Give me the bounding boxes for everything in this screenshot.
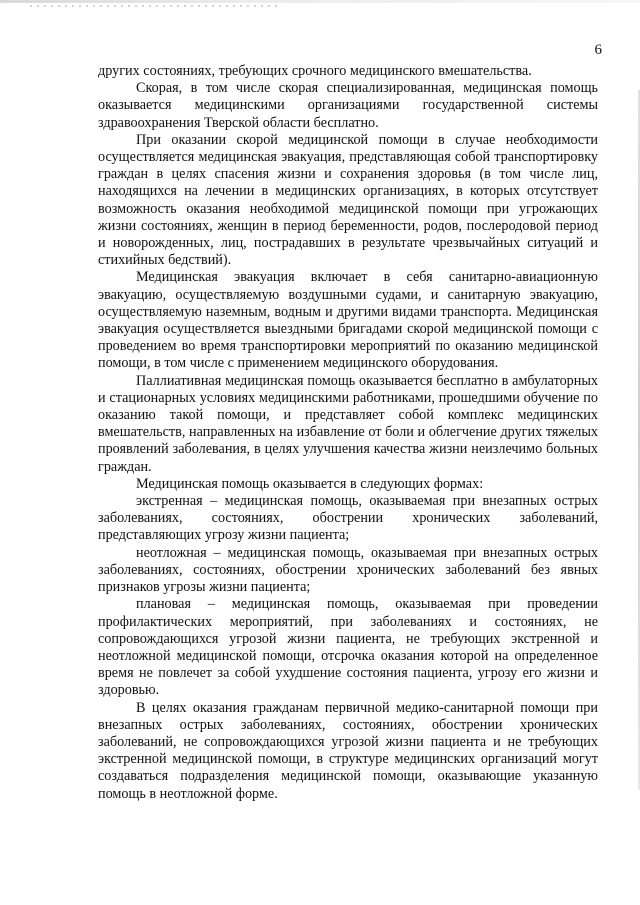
paragraph-medical-evacuation: При оказании скорой медицинской помощи в случае необходимости осуществляется медицинская эвакуация, представляющая собой транспортировку граждан в целях спасения жизни и сохранения здоровья (в том числе лиц, находящихся на лечении в медицинских организациях, в которых отсутствует возможность оказания необходимой медицинской помощи при угрожающих жизни состояниях, женщин в период беременности, родов, послеродовой период и новорожденных, лиц, пострадавших в результате чрезвычайных ситуаций и стихийных бедствий). [98,131,598,269]
paragraph-form-urgent: неотложная – медицинская помощь, оказываемая при внезапных острых заболеваниях, состояниях, обострении хронических заболеваний без явных признаков угрозы жизни пациента; [98,544,598,596]
scan-edge-top [0,0,640,3]
page-number: 6 [594,42,602,58]
document-body [98,63,598,803]
paragraph-evacuation-types: Медицинская эвакуация включает в себя санитарно-авиационную эвакуацию, осуществляемую воздушными судами, и санитарную эвакуацию, осуществляемую наземным, водным и другими видами транспорта. Медицинская эвакуация осуществляется выездными бригадами скорой медицинской помощи с проведением во время транспортировки мероприятий по оказанию медицинской помощи, в том числе с применением медицинского оборудования. [98,269,598,372]
paragraph-palliative-care: Паллиативная медицинская помощь оказывается бесплатно в амбулаторных и стационарных условиях медицинскими работниками, прошедшими обучение по оказанию такой помощи, и представляет собой комплекс медицинских вмешательств, направленных на избавление от боли и облегчение других тяжелых проявлений заболевания, в целях улучшения качества жизни неизлечимо больных граждан. [98,372,598,475]
paragraph-continuation: других состояниях, требующих срочного медицинского вмешательства. [98,63,532,79]
paragraph-ambulance-free: Скорая, в том числе скорая специализированная, медицинская помощь оказывается медицинскими организациями государственной системы здравоохранения Тверской области бесплатно. [98,80,598,131]
paragraph-forms-intro: Медицинская помощь оказывается в следующих формах: [136,475,484,492]
paragraph-form-emergency: экстренная – медицинская помощь, оказываемая при внезапных острых заболеваниях, состояниях, обострении хронических заболеваний, представляющих угрозу жизни пациента; [98,493,598,544]
paragraph-form-planned: плановая – медицинская помощь, оказываемая при проведении профилактических мероприятий, при заболеваниях и состояниях, не сопровождающихся угрозой жизни пациента, не требующих экстренной и неотложной медицинской помощи, отсрочка оказания которой на определенное время не повлечет за собой ухудшение состояния пациента, угрозу его жизни и здоровью. [98,596,598,699]
scan-artifact-dots [30,5,280,7]
paragraph-urgent-units: В целях оказания гражданам первичной медико-санитарной помощи при внезапных острых заболеваниях, состояниях, обострении хронических заболеваний, не сопровождающихся угрозой жизни пациента и не требующих экстренной медицинской помощи, в структуре медицинских организаций могут создаваться подразделения медицинской помощи, оказывающие указанную помощь в неотложной форме. [98,699,598,802]
